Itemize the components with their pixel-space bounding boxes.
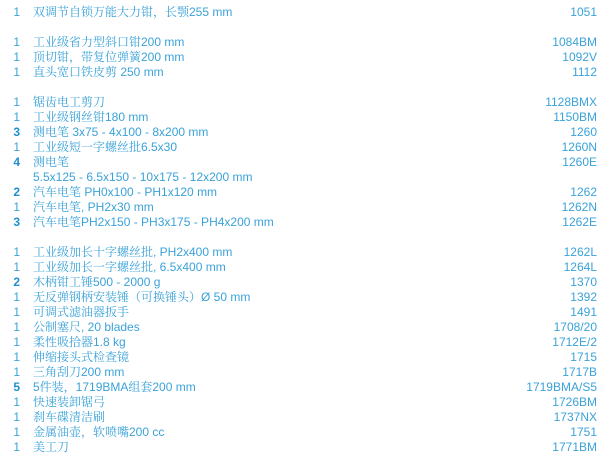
description-cell: 快速装卸锯弓 [33, 395, 106, 409]
quantity-cell: 1 [13, 290, 20, 304]
description-cell: 5件装，1719BMA组套200 mm [33, 380, 196, 394]
table-row [0, 380, 610, 395]
quantity-cell: 1 [13, 320, 20, 334]
code-cell: 1719BMA/S5 [526, 380, 597, 394]
table-row [0, 395, 610, 410]
table-row [0, 95, 610, 110]
code-cell: 1112 [572, 65, 597, 79]
quantity-cell: 1 [13, 425, 20, 439]
code-cell: 1260 [570, 125, 597, 139]
code-cell: 1370 [570, 275, 597, 289]
description-cell: 工业级短一字螺丝批6.5x30 [33, 140, 178, 154]
table-row [0, 140, 610, 155]
description-cell: 工业级钢丝钳180 mm [33, 110, 149, 124]
quantity-cell: 1 [13, 65, 20, 79]
code-cell: 1262L [563, 245, 597, 259]
quantity-cell: 1 [13, 35, 20, 49]
quantity-cell: 1 [13, 440, 20, 454]
quantity-cell: 1 [13, 5, 20, 19]
table-row [0, 170, 610, 185]
quantity-cell: 3 [13, 215, 20, 229]
code-cell: 1264L [563, 260, 597, 274]
code-cell: 1751 [570, 425, 597, 439]
description-cell: 工业级加长一字螺丝批, 6.5x400 mm [33, 260, 226, 274]
table-row [0, 110, 610, 125]
description-cell: 工业级加长十字螺丝批, PH2x400 mm [33, 245, 233, 259]
table-row [0, 5, 610, 20]
quantity-cell: 1 [13, 395, 20, 409]
code-cell: 1717B [562, 365, 597, 379]
quantity-cell: 4 [13, 155, 20, 169]
table-row [0, 65, 610, 80]
description-cell: 无反弹钢柄安装锤（可换锤头）Ø 50 mm [33, 290, 251, 304]
description-cell: 测电笔 [33, 155, 70, 169]
table-row [0, 440, 610, 455]
code-cell: 1260E [562, 155, 597, 169]
description-cell: 锯齿电工剪刀 [33, 95, 106, 109]
table-row [0, 425, 610, 440]
quantity-cell: 1 [13, 245, 20, 259]
item-group [0, 245, 610, 455]
quantity-cell: 1 [13, 410, 20, 424]
description-cell: 木柄钳工锤500 - 2000 g [33, 275, 161, 289]
table-row [0, 290, 610, 305]
item-group [0, 95, 610, 230]
quantity-cell: 1 [13, 335, 20, 349]
description-cell: 柔性吸拾器1.8 kg [33, 335, 126, 349]
code-cell: 1771BM [552, 440, 597, 454]
table-row [0, 305, 610, 320]
table-row [0, 35, 610, 50]
description-cell: 顶切钳，带复位弹簧200 mm [33, 50, 185, 64]
description-cell: 三角刮刀200 mm [33, 365, 125, 379]
description-cell: 汽车电笔PH2x150 - PH3x175 - PH4x200 mm [33, 215, 274, 229]
code-cell: 1150BM [553, 110, 597, 124]
table-row [0, 185, 610, 200]
quantity-cell: 1 [13, 365, 20, 379]
table-row [0, 350, 610, 365]
quantity-cell: 1 [13, 50, 20, 64]
code-cell: 1262 [570, 185, 597, 199]
table-row [0, 215, 610, 230]
description-cell: 汽车电笔, PH2x30 mm [33, 200, 154, 214]
quantity-cell: 5 [13, 380, 20, 394]
code-cell: 1051 [570, 5, 597, 19]
quantity-cell: 1 [13, 260, 20, 274]
description-cell: 可调式滤油器扳手 [33, 305, 130, 319]
description-cell: 直头宽口铁皮剪 250 mm [33, 65, 164, 79]
table-row [0, 50, 610, 65]
quantity-cell: 2 [13, 275, 20, 289]
quantity-cell: 1 [13, 200, 20, 214]
table-row [0, 410, 610, 425]
description-cell: 工业级省力型斜口钳200 mm [33, 35, 185, 49]
code-cell: 1128BMX [545, 95, 597, 109]
item-group [0, 35, 610, 80]
quantity-cell: 1 [13, 350, 20, 364]
description-cell: 伸缩接头式检查镜 [33, 350, 130, 364]
parts-list [0, 5, 610, 455]
quantity-cell: 2 [13, 185, 20, 199]
table-row [0, 125, 610, 140]
description-cell: 双调节自锁万能大力钳，长颚255 mm [33, 5, 233, 19]
description-cell: 刹车碟清洁刷 [33, 410, 106, 424]
quantity-cell: 3 [13, 125, 20, 139]
description-cell: 测电笔 3x75 - 4x100 - 8x200 mm [33, 125, 209, 139]
item-group [0, 5, 610, 20]
quantity-cell: 1 [13, 305, 20, 319]
description-cell: 金属油壶，软喷嘴200 cc [33, 425, 165, 439]
description-cell: 汽车电笔 PH0x100 - PH1x120 mm [33, 185, 218, 199]
table-row [0, 275, 610, 290]
code-cell: 1262E [562, 215, 597, 229]
code-cell: 1708/20 [553, 320, 597, 334]
table-row [0, 260, 610, 275]
code-cell: 1260N [561, 140, 597, 154]
table-row [0, 365, 610, 380]
code-cell: 1726BM [552, 395, 597, 409]
table-row [0, 320, 610, 335]
code-cell: 1712E/2 [552, 335, 597, 349]
code-cell: 1092V [562, 50, 597, 64]
code-cell: 1392 [570, 290, 597, 304]
code-cell: 1737NX [553, 410, 597, 424]
table-row [0, 335, 610, 350]
quantity-cell: 1 [13, 140, 20, 154]
description-cell: 美工刀 [33, 440, 70, 454]
description-cell: 5.5x125 - 6.5x150 - 10x175 - 12x200 mm [33, 170, 253, 184]
table-row [0, 155, 610, 170]
table-row [0, 245, 610, 260]
description-cell: 公制塞尺, 20 blades [33, 320, 140, 334]
code-cell: 1262N [561, 200, 597, 214]
quantity-cell: 1 [13, 95, 20, 109]
code-cell: 1084BM [552, 35, 597, 49]
code-cell: 1715 [570, 350, 597, 364]
quantity-cell: 1 [13, 110, 20, 124]
code-cell: 1491 [570, 305, 597, 319]
table-row [0, 200, 610, 215]
